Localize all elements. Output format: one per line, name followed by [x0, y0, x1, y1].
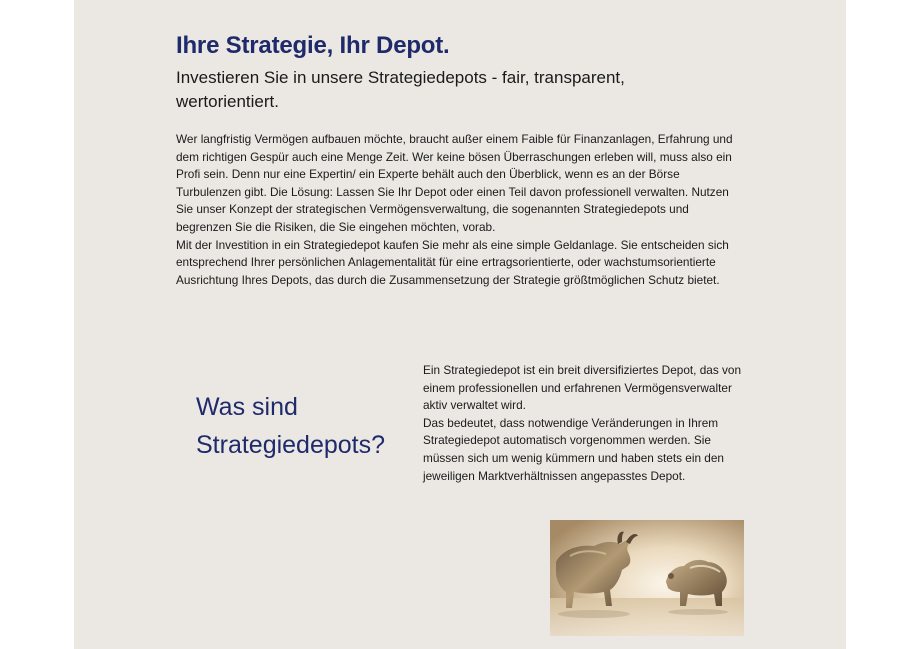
bull-bear-image — [550, 520, 744, 636]
section-title — [196, 388, 385, 464]
intro-paragraph: Wer langfristig Vermögen aufbauen möchte, braucht außer einem Faible für Finanzanlagen, Erfahrung und dem richtigen Gespür auch eine Menge Zeit. Wer keine bösen Überraschungen erleben will, muss also ein Profi sein. Denn nur eine Expertin/ ein Experte behält auch den Überblick, wenn es an der Börse Turbulenzen gibt. Die Lösung: Lassen Sie Ihr Depot oder einen Teil davon professionell verwalten. Nutzen Sie unser Konzept der strategischen Vermögensverwaltung, die sogenannten Strategiedepots und begrenzen Sie die Risiken, die Sie eingehen möchten, vorab. — [176, 132, 733, 234]
document-page — [74, 0, 846, 649]
page-title: Ihre Strategie, Ihr Depot. — [176, 32, 450, 59]
intro-paragraph: Mit der Investition in ein Strategiedepot kaufen Sie mehr als eine simple Geldanlage. Sie entscheiden sich entsprechend Ihrer persönlichen Anlagementalität für eine ertragsorientierte, oder wachstumsorientierte Ausrichtung Ihres Depots, das durch die Zusammensetzung der Strategie größtmöglichen Schutz bietet. — [176, 237, 729, 287]
answer-paragraph: Das bedeutet, dass notwendige Veränderungen in Ihrem Strategiedepot automatisch vorgenommen werden. Sie müssen sich um wenig kümmern und haben stets ein den jeweiligen Marktverhältnissen angepasstes Depot. — [423, 415, 724, 483]
intro-text — [176, 131, 741, 289]
section-answer — [423, 362, 743, 485]
answer-paragraph: Ein Strategiedepot ist ein breit diversifiziertes Depot, das von einem professionellen und erfahrenen Vermögensverwalter aktiv verwaltet wird. — [423, 363, 742, 413]
section-title-line: Strategiedepots? — [196, 431, 386, 459]
section-title-line: Was sind — [196, 393, 298, 421]
bull-and-bear-icon — [550, 520, 744, 636]
page-subtitle: Investieren Sie in unsere Strategiedepots - fair, transparent, wertorientiert. — [176, 68, 625, 111]
